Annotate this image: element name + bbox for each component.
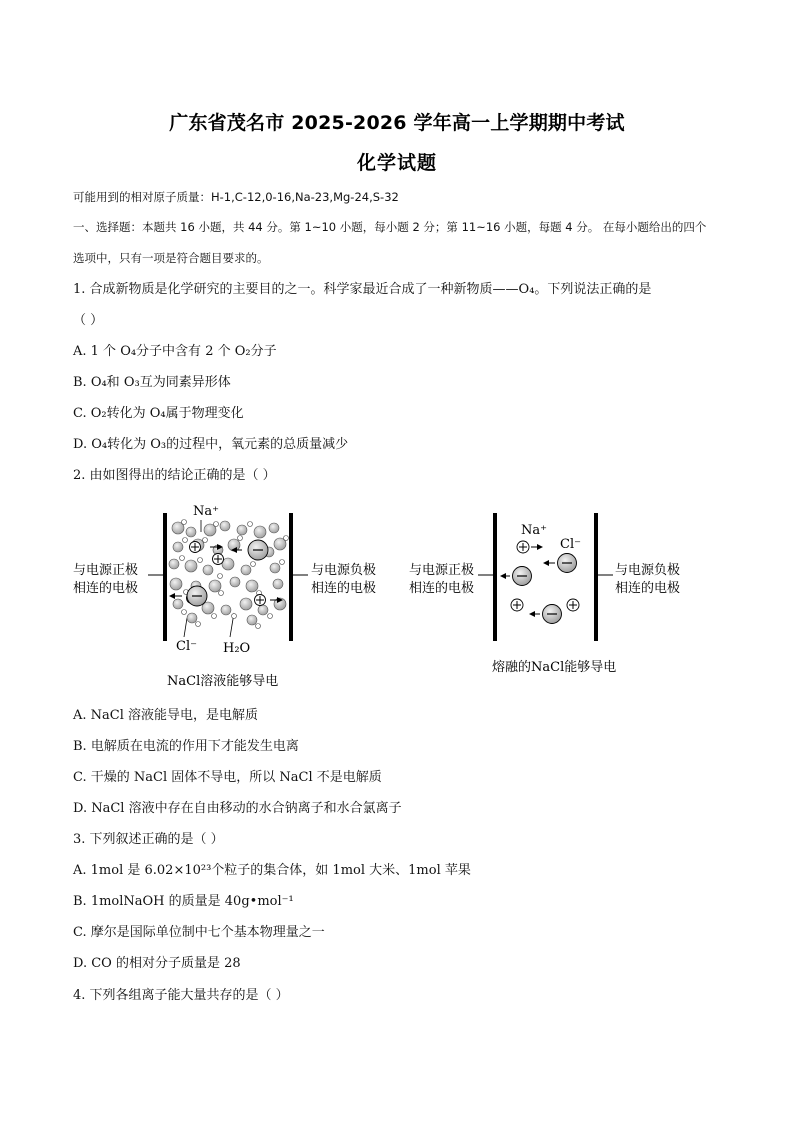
question-3-option-b: B. 1molNaOH 的质量是 40g•mol⁻¹ [73,894,294,909]
left-panel-caption: NaCl溶液能够导电 [167,674,279,689]
left-panel-negative-label-2: 相连的电极 [311,581,377,596]
right-panel-negative-label-1: 与电源负极 [615,563,681,578]
left-panel-cl-label: Cl⁻ [176,639,197,654]
question-2-option-a: A. NaCl 溶液能导电，是电解质 [73,708,259,723]
question-3-option-d: D. CO 的相对分子质量是 28 [73,956,241,971]
question-2-option-c: C. 干燥的 NaCl 固体不导电，所以 NaCl 不是电解质 [73,770,382,785]
section-instruction-line-1: 一、选择题：本题共 16 小题，共 44 分。第 1~10 小题，每小题 2 分；第 11~16 小题，每题 4 分。 在每小题给出的四个 [73,220,707,234]
conductivity-figure [60,500,740,700]
question-3-option-a: A. 1mol 是 6.02×10²³个粒子的集合体，如 1mol 大米、1mol 苹果 [73,863,471,878]
question-3-stem: 3. 下列叙述正确的是（ ） [73,832,224,847]
question-1-option-b: B. O₄和 O₃互为同素异形体 [73,375,231,390]
page-title: 广东省茂名市 2025-2026 学年高一上学期期中考试 [169,112,625,134]
question-3-option-c: C. 摩尔是国际单位制中七个基本物理量之一 [73,925,325,940]
question-4-stem: 4. 下列各组离子能大量共存的是（ ） [73,988,289,1003]
molten-nacl-panel [409,513,680,675]
left-panel-positive-label-2: 相连的电极 [73,581,139,596]
right-panel-cl-label: Cl⁻ [560,537,581,552]
left-panel-water-label: H₂O [223,641,251,656]
question-2-option-d: D. NaCl 溶液中存在自由移动的水合钠离子和水合氯离子 [73,801,402,816]
right-panel-positive-label-2: 相连的电极 [409,581,475,596]
left-panel-na-label: Na⁺ [193,504,219,519]
left-panel-positive-label-1: 与电源正极 [73,563,139,578]
question-1-stem: 1. 合成新物质是化学研究的主要目的之一。科学家最近合成了一种新物质——O₄。下列说法正确的是 [73,282,652,297]
water-molecules [169,521,286,625]
left-electrode-negative [289,513,293,641]
question-1-option-a: A. 1 个 O₄分子中含有 2 个 O₂分子 [73,344,277,359]
question-1-option-d: D. O₄转化为 O₃的过程中，氧元素的总质量减少 [73,437,349,452]
question-1-option-c: C. O₂转化为 O₄属于物理变化 [73,406,244,421]
left-panel-negative-label-1: 与电源负极 [311,563,377,578]
right-panel-negative-label-2: 相连的电极 [615,581,681,596]
page-subtitle: 化学试题 [356,152,437,174]
atomic-mass-line: 可能用到的相对原子质量：H-1,C-12,0-16,Na-23,Mg-24,S-32 [73,190,399,204]
right-panel-positive-label-1: 与电源正极 [409,563,475,578]
left-electrode-positive [163,513,167,641]
right-panel-na-label: Na⁺ [521,523,547,538]
right-panel-caption: 熔融的NaCl能够导电 [492,660,617,675]
question-2-stem: 2. 由如图得出的结论正确的是（ ） [73,468,276,483]
right-electrode-negative [594,513,598,641]
section-instruction-line-2: 选项中，只有一项是符合题目要求的。 [73,251,269,265]
nacl-solution-panel [73,504,376,689]
right-panel-chloride-ions [513,554,577,624]
question-2-option-b: B. 电解质在电流的作用下才能发生电离 [73,739,299,754]
right-electrode-positive [493,513,497,641]
question-1-stem-bracket: （ ） [73,313,104,328]
